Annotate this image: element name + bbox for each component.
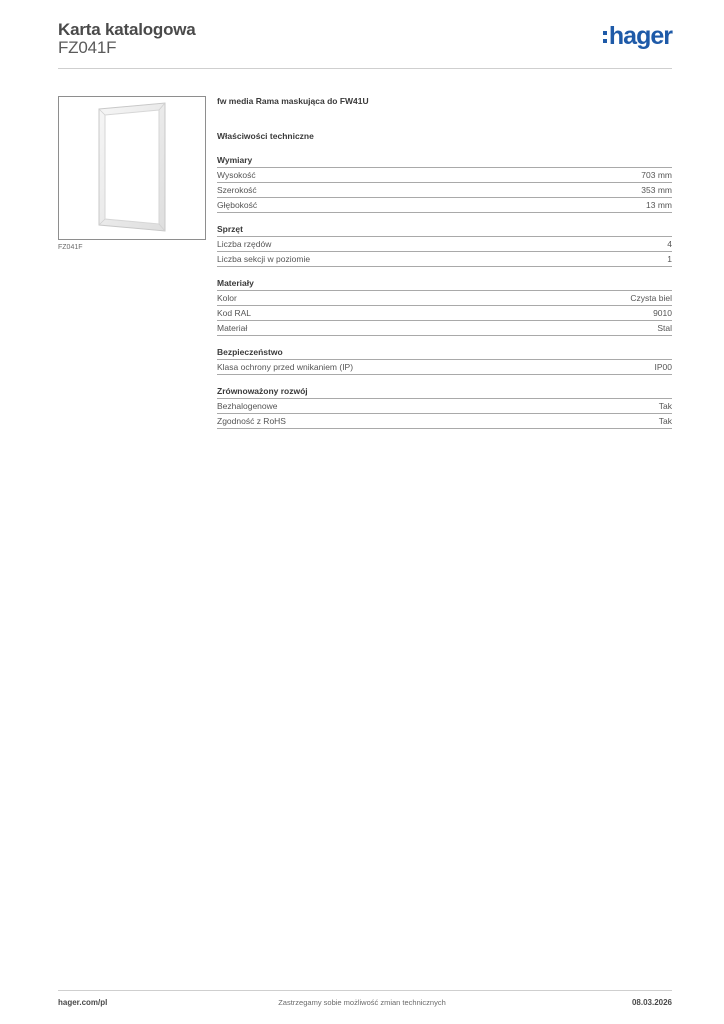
row-label: Zgodność z RoHS xyxy=(217,416,286,426)
group-dimensions xyxy=(217,154,672,213)
group-title: Sprzęt xyxy=(217,224,243,234)
group-sustainability xyxy=(217,385,672,429)
table-row xyxy=(217,305,672,320)
section-title: Właściwości techniczne xyxy=(217,131,314,141)
product-reference: FZ041F xyxy=(58,38,117,57)
product-image xyxy=(58,96,206,240)
table-row xyxy=(217,167,672,182)
table-row xyxy=(217,413,672,429)
row-label: Liczba sekcji w poziomie xyxy=(217,254,311,264)
logo-text: hager xyxy=(608,22,672,50)
hager-logo xyxy=(603,24,672,49)
row-label: Wysokość xyxy=(217,170,256,180)
row-label: Szerokość xyxy=(217,185,257,195)
row-value: 13 mm xyxy=(646,200,672,210)
row-value: Tak xyxy=(658,416,672,426)
row-value: Czysta biel xyxy=(630,293,672,303)
row-label: Kolor xyxy=(217,293,237,303)
group-title: Bezpieczeństwo xyxy=(217,347,283,357)
header-divider xyxy=(58,68,672,69)
group-materials xyxy=(217,277,672,336)
row-label: Głębokość xyxy=(217,200,258,210)
row-value: 9010 xyxy=(653,308,672,318)
footer-disclaimer: Zastrzegamy sobie możliwość zmian technicznych xyxy=(278,998,446,1007)
frame-product-icon xyxy=(59,97,205,239)
row-value: 353 mm xyxy=(641,185,672,195)
group-title: Materiały xyxy=(217,278,254,288)
row-label: Liczba rzędów xyxy=(217,239,272,249)
row-value: 4 xyxy=(667,239,672,249)
group-title: Zrównoważony rozwój xyxy=(217,386,308,396)
spec-content xyxy=(217,94,672,429)
table-row xyxy=(217,359,672,375)
footer-date: 08.03.2026 xyxy=(631,998,672,1007)
footer-website-link[interactable]: hager.com/pl xyxy=(58,998,108,1007)
row-value: Tak xyxy=(658,401,672,411)
table-row xyxy=(217,236,672,251)
footer-divider xyxy=(58,990,672,991)
table-row xyxy=(217,251,672,267)
row-value: Stal xyxy=(657,323,672,333)
header-title: Karta katalogowa xyxy=(58,20,196,39)
row-label: Materiał xyxy=(217,323,248,333)
table-row xyxy=(217,197,672,213)
row-value: 703 mm xyxy=(641,170,672,180)
row-value: IP00 xyxy=(654,362,672,372)
table-row xyxy=(217,290,672,305)
table-row xyxy=(217,182,672,197)
row-label: Bezhalogenowe xyxy=(217,401,278,411)
logo-dots-icon xyxy=(603,31,607,43)
image-caption: FZ041F xyxy=(58,244,83,251)
product-title: fw media Rama maskująca do FW41U xyxy=(217,96,369,106)
table-row xyxy=(217,320,672,336)
table-row xyxy=(217,398,672,413)
row-label: Kod RAL xyxy=(217,308,252,318)
group-title: Wymiary xyxy=(217,155,253,165)
row-label: Klasa ochrony przed wnikaniem (IP) xyxy=(217,362,354,372)
group-safety xyxy=(217,346,672,375)
row-value: 1 xyxy=(667,254,672,264)
group-equipment xyxy=(217,223,672,267)
